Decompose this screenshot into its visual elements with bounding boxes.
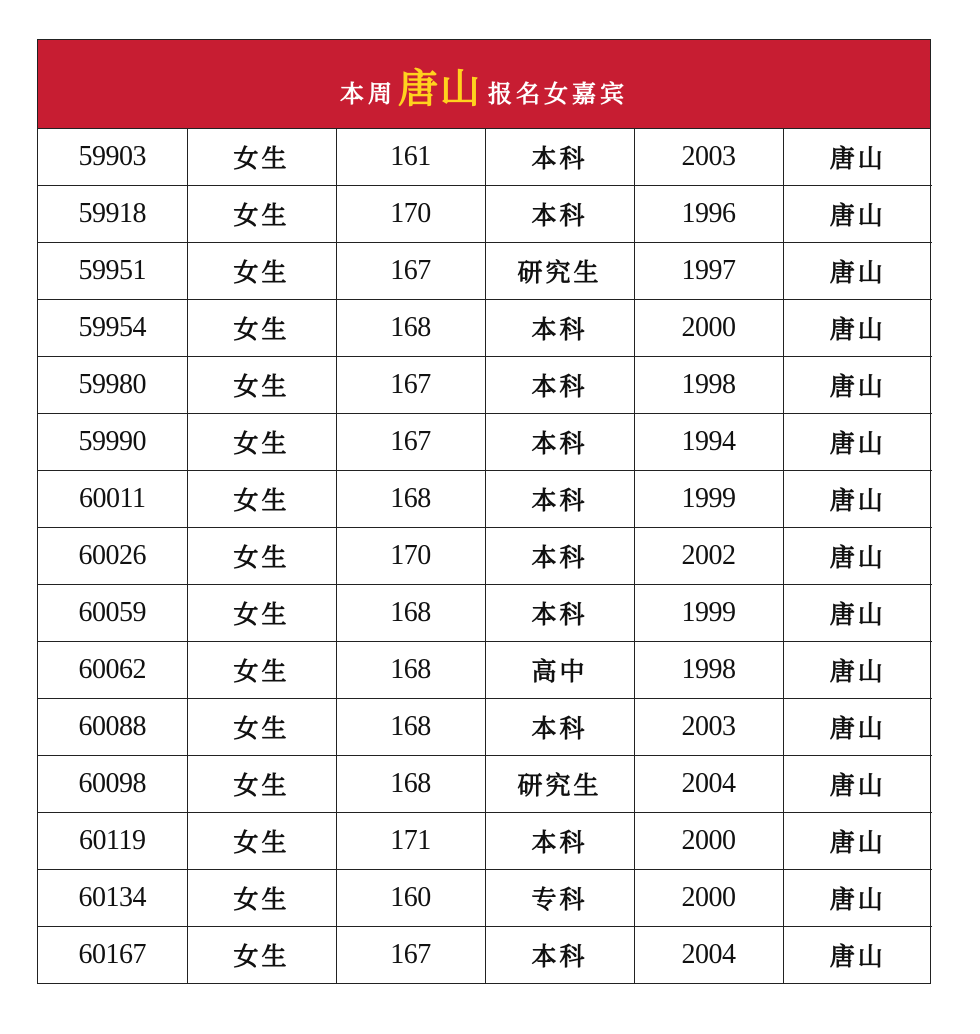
gender-cell: 女生 [187,471,336,528]
applicant-id-cell: 60134 [38,870,187,927]
birth-year-cell: 1999 [634,471,783,528]
gender-cell: 女生 [187,357,336,414]
education-cell: 研究生 [485,243,634,300]
table-row [38,756,932,813]
birth-year-cell: 2003 [634,699,783,756]
education-cell: 本科 [485,927,634,984]
birth-year-cell: 2002 [634,528,783,585]
birth-year-cell: 2003 [634,129,783,186]
gender-cell: 女生 [187,300,336,357]
title-banner [38,40,930,129]
height-cell: 170 [336,528,485,585]
applicant-id-cell: 59954 [38,300,187,357]
birth-year-cell: 2000 [634,300,783,357]
gender-cell: 女生 [187,243,336,300]
gender-cell: 女生 [187,927,336,984]
gender-cell: 女生 [187,528,336,585]
applicant-id-cell: 60062 [38,642,187,699]
city-cell: 唐山 [783,870,932,927]
education-cell: 本科 [485,699,634,756]
height-cell: 170 [336,186,485,243]
applicant-id-cell: 60088 [38,699,187,756]
birth-year-cell: 1998 [634,357,783,414]
city-cell: 唐山 [783,129,932,186]
gender-cell: 女生 [187,129,336,186]
height-cell: 167 [336,243,485,300]
table-row [38,528,932,585]
height-cell: 168 [336,642,485,699]
table-row [38,585,932,642]
table-row [38,243,932,300]
city-cell: 唐山 [783,300,932,357]
table-row [38,129,932,186]
gender-cell: 女生 [187,642,336,699]
gender-cell: 女生 [187,813,336,870]
title-city-highlight: 唐山 [398,64,482,112]
applicant-id-cell: 60119 [38,813,187,870]
city-cell: 唐山 [783,585,932,642]
birth-year-cell: 1998 [634,642,783,699]
city-cell: 唐山 [783,471,932,528]
applicant-table-body [38,129,932,983]
table-row [38,813,932,870]
applicant-id-cell: 60059 [38,585,187,642]
birth-year-cell: 2000 [634,870,783,927]
gender-cell: 女生 [187,699,336,756]
title-suffix: 报名女嘉宾 [488,78,628,108]
education-cell: 本科 [485,585,634,642]
birth-year-cell: 1997 [634,243,783,300]
birth-year-cell: 1996 [634,186,783,243]
applicant-id-cell: 59980 [38,357,187,414]
table-row [38,414,932,471]
height-cell: 167 [336,414,485,471]
table-row [38,927,932,984]
height-cell: 161 [336,129,485,186]
education-cell: 本科 [485,813,634,870]
city-cell: 唐山 [783,642,932,699]
education-cell: 本科 [485,414,634,471]
birth-year-cell: 1999 [634,585,783,642]
birth-year-cell: 2000 [634,813,783,870]
education-cell: 研究生 [485,756,634,813]
gender-cell: 女生 [187,756,336,813]
gender-cell: 女生 [187,414,336,471]
education-cell: 本科 [485,300,634,357]
city-cell: 唐山 [783,186,932,243]
table-row [38,642,932,699]
gender-cell: 女生 [187,585,336,642]
city-cell: 唐山 [783,756,932,813]
applicant-id-cell: 60011 [38,471,187,528]
city-cell: 唐山 [783,414,932,471]
city-cell: 唐山 [783,927,932,984]
height-cell: 167 [336,927,485,984]
table-row [38,300,932,357]
education-cell: 本科 [485,528,634,585]
city-cell: 唐山 [783,528,932,585]
height-cell: 160 [336,870,485,927]
education-cell: 专科 [485,870,634,927]
applicant-id-cell: 59918 [38,186,187,243]
table-row [38,870,932,927]
title-prefix: 本周 [340,78,396,108]
height-cell: 168 [336,756,485,813]
birth-year-cell: 2004 [634,756,783,813]
applicant-id-cell: 59903 [38,129,187,186]
applicant-id-cell: 59951 [38,243,187,300]
height-cell: 168 [336,585,485,642]
height-cell: 167 [336,357,485,414]
gender-cell: 女生 [187,870,336,927]
education-cell: 本科 [485,357,634,414]
education-cell: 本科 [485,129,634,186]
city-cell: 唐山 [783,243,932,300]
gender-cell: 女生 [187,186,336,243]
table-row [38,699,932,756]
applicant-sheet [37,39,931,984]
applicant-table [38,129,932,983]
table-row [38,471,932,528]
birth-year-cell: 1994 [634,414,783,471]
height-cell: 168 [336,471,485,528]
city-cell: 唐山 [783,357,932,414]
education-cell: 高中 [485,642,634,699]
height-cell: 171 [336,813,485,870]
applicant-id-cell: 59990 [38,414,187,471]
education-cell: 本科 [485,186,634,243]
city-cell: 唐山 [783,699,932,756]
applicant-id-cell: 60098 [38,756,187,813]
table-row [38,186,932,243]
table-row [38,357,932,414]
education-cell: 本科 [485,471,634,528]
height-cell: 168 [336,300,485,357]
applicant-id-cell: 60026 [38,528,187,585]
birth-year-cell: 2004 [634,927,783,984]
applicant-id-cell: 60167 [38,927,187,984]
city-cell: 唐山 [783,813,932,870]
height-cell: 168 [336,699,485,756]
